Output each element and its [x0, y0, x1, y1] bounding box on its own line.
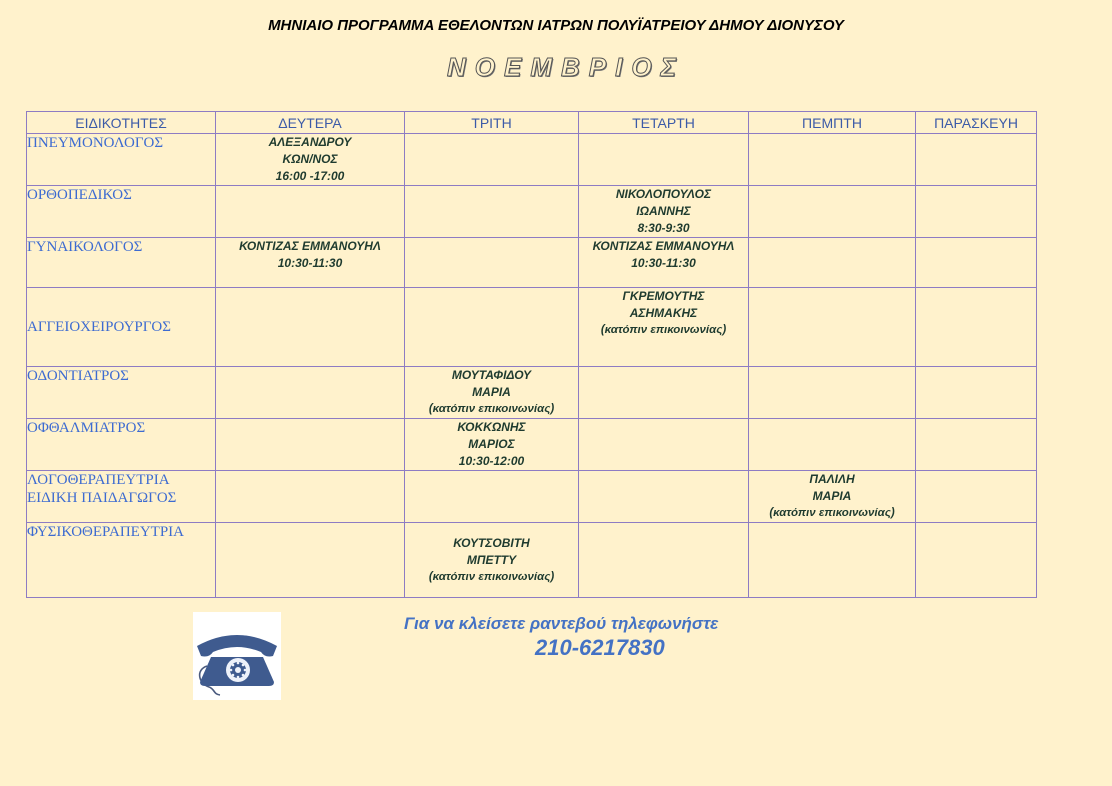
col-header-tuesday: ΤΡΙΤΗ: [405, 112, 579, 134]
schedule-cell: [579, 134, 749, 186]
schedule-cell: [916, 367, 1037, 419]
schedule-cell: [405, 471, 579, 523]
specialty-cell: ΟΔΟΝΤΙΑΤΡΟΣ: [27, 367, 216, 419]
specialty-cell: ΟΡΘΟΠΕΔΙΚΟΣ: [27, 186, 216, 238]
schedule-cell: ΚΟΝΤΙΖΑΣ ΕΜΜΑΝΟΥΗΛ 10:30-11:30: [216, 238, 405, 288]
table-row: [27, 419, 1037, 471]
table-row: [27, 288, 1037, 367]
schedule-cell: ΚΟΚΚΩΝΗΣ ΜΑΡΙΟΣ 10:30-12:00: [405, 419, 579, 471]
table-row: [27, 238, 1037, 288]
schedule-cell: ΜΟΥΤΑΦΙΔΟΥ ΜΑΡΙΑ (κατόπιν επικοινωνίας): [405, 367, 579, 419]
col-header-wednesday: ΤΕΤΑΡΤΗ: [579, 112, 749, 134]
specialty-cell: ΓΥΝΑΙΚΟΛΟΓΟΣ: [27, 238, 216, 288]
schedule-cell: [216, 367, 405, 419]
schedule-cell: [749, 523, 916, 598]
schedule-cell: [579, 523, 749, 598]
schedule-cell: [749, 367, 916, 419]
schedule-cell: [579, 471, 749, 523]
col-header-thursday: ΠΕΜΠΤΗ: [749, 112, 916, 134]
schedule-cell: [916, 238, 1037, 288]
schedule-cell: ΝΙΚΟΛΟΠΟΥΛΟΣ ΙΩΑΝΝΗΣ 8:30-9:30: [579, 186, 749, 238]
schedule-cell: [916, 419, 1037, 471]
col-header-friday: ΠΑΡΑΣΚΕΥΗ: [916, 112, 1037, 134]
schedule-cell: [216, 471, 405, 523]
specialty-cell: ΛΟΓΟΘΕΡΑΠΕΥΤΡΙΑ ΕΙΔΙΚΗ ΠΑΙΔΑΓΩΓΟΣ: [27, 471, 216, 523]
schedule-cell: [916, 471, 1037, 523]
schedule-table: [26, 111, 1037, 598]
schedule-cell: ΑΛΕΞΑΝΔΡΟΥ ΚΩΝ/ΝΟΣ 16:00 -17:00: [216, 134, 405, 186]
table-header-row: [27, 112, 1037, 134]
table-row: [27, 471, 1037, 523]
specialty-cell: ΦΥΣΙΚΟΘΕΡΑΠΕΥΤΡΙΑ: [27, 523, 216, 598]
schedule-cell: ΠΑΛΙΛΗ ΜΑΡΙΑ (κατόπιν επικοινωνίας): [749, 471, 916, 523]
table-row: [27, 134, 1037, 186]
table-row: [27, 186, 1037, 238]
specialty-cell: ΟΦΘΑΛΜΙΑΤΡΟΣ: [27, 419, 216, 471]
schedule-cell: [579, 367, 749, 419]
schedule-cell: ΚΟΥΤΣΟΒΙΤΗ ΜΠΕΤΤΥ (κατόπιν επικοινωνίας): [405, 523, 579, 598]
schedule-cell: [405, 238, 579, 288]
schedule-cell: [749, 186, 916, 238]
schedule-cell: [216, 523, 405, 598]
table-row: [27, 367, 1037, 419]
schedule-cell: [916, 288, 1037, 367]
schedule-cell: [749, 288, 916, 367]
col-header-monday: ΔΕΥΤΕΡΑ: [216, 112, 405, 134]
schedule-cell: [216, 186, 405, 238]
schedule-cell: [579, 419, 749, 471]
schedule-cell: [405, 186, 579, 238]
telephone-icon: [193, 612, 281, 700]
schedule-cell: ΓΚΡΕΜΟΥΤΗΣ ΑΣΗΜΑΚΗΣ (κατόπιν επικοινωνίας): [579, 288, 749, 367]
specialty-cell: ΠΝΕΥΜΟΝΟΛΟΓΟΣ: [27, 134, 216, 186]
document-title: ΜΗΝΙΑΙΟ ΠΡΟΓΡΑΜΜΑ ΕΘΕΛΟΝΤΩΝ ΙΑΤΡΩΝ ΠΟΛΥΪΑΤΡΕΙΟΥ ΔΗΜΟΥ ΔΙΟΝΥΣΟΥ: [268, 17, 844, 34]
schedule-cell: [405, 288, 579, 367]
schedule-cell: [916, 134, 1037, 186]
schedule-cell: [405, 134, 579, 186]
schedule-cell: ΚΟΝΤΙΖΑΣ ΕΜΜΑΝΟΥΗΛ 10:30-11:30: [579, 238, 749, 288]
schedule-cell: [749, 134, 916, 186]
table-row: [27, 523, 1037, 598]
schedule-cell: [916, 186, 1037, 238]
specialty-cell: ΑΓΓΕΙΟΧΕΙΡΟΥΡΓΟΣ: [27, 288, 216, 367]
schedule-cell: [216, 419, 405, 471]
schedule-cell: [916, 523, 1037, 598]
booking-instruction: Για να κλείσετε ραντεβού τηλεφωνήστε: [404, 614, 719, 633]
phone-number: 210-6217830: [535, 635, 665, 660]
schedule-cell: [749, 419, 916, 471]
schedule-cell: [749, 238, 916, 288]
schedule-cell: [216, 288, 405, 367]
col-header-specialty: ΕΙΔΙΚΟΤΗΤΕΣ: [27, 112, 216, 134]
month-title: ΝΟΕΜΒΡΙΟΣ: [447, 52, 685, 82]
